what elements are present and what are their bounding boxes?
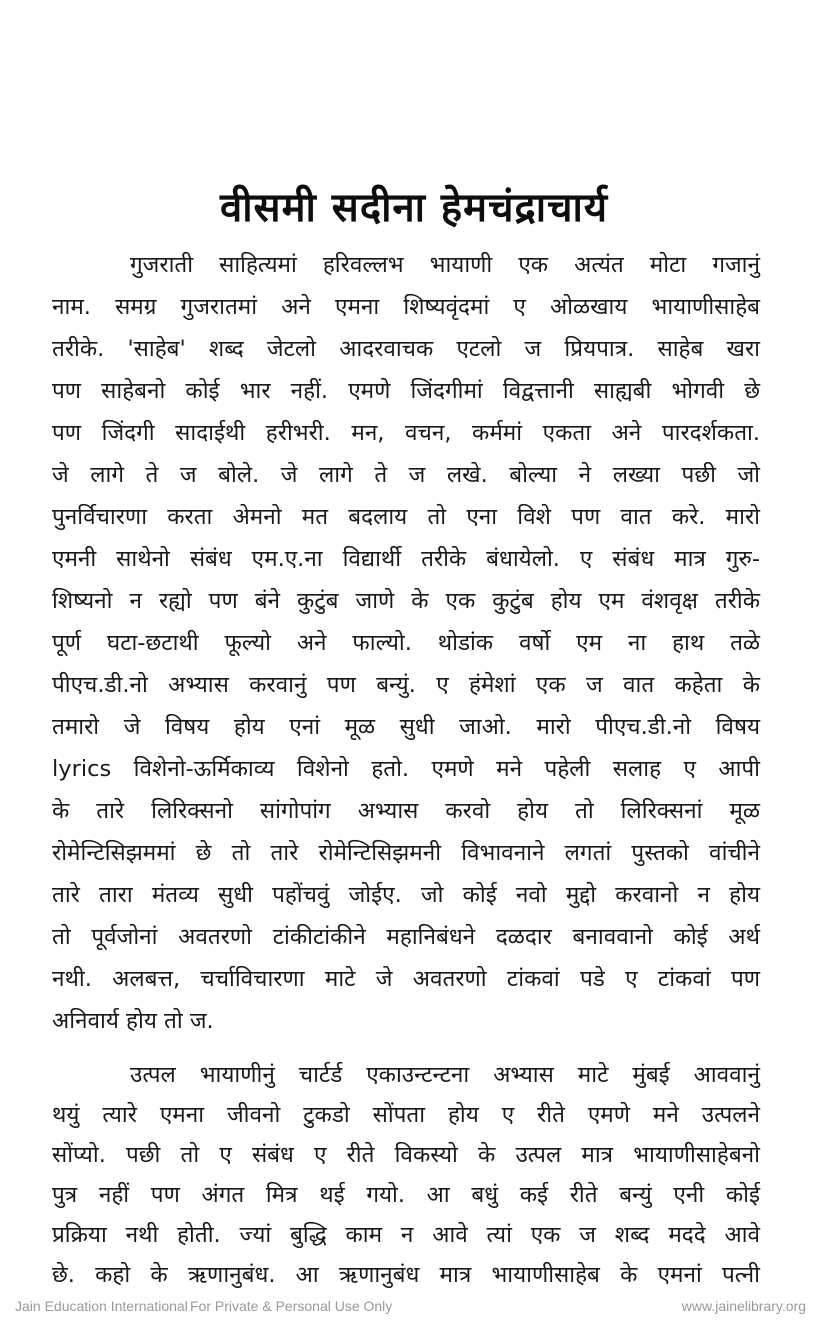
text-line: उत्पल भायाणीनुं चार्टर्ड एकाउन्टन्टना अभ्यास माटे मुंबई आववानुं bbox=[130, 1062, 760, 1088]
text-line: अनिवार्य होय तो ज. bbox=[52, 1008, 214, 1034]
text-line: पीएच.डी.नो अभ्यास करवानुं पण बन्युं. ए हंमेशां एक ज वात कहेता के bbox=[52, 672, 760, 698]
text-line: तरीके. 'साहेब' शब्द जेटलो आदरवाचक एटलो ज प्रियपात्र. साहेब खरा bbox=[52, 336, 760, 362]
text-line: गुजराती साहित्यमां हरिवल्लभ भायाणी एक अत्यंत मोटा गजानुं bbox=[130, 252, 760, 278]
text-line: रोमेन्टिसिझममां छे तो तारे रोमेन्टिसिझमनी विभावनाने लगतां पुस्तको वांचीने bbox=[52, 840, 760, 866]
footer-usage-notice: For Private & Personal Use Only bbox=[190, 1298, 393, 1314]
text-line: एमनी साथेनो संबंध एम.ए.ना विद्यार्थी तरीके बंधायेलो. ए संबंध मात्र गुरु- bbox=[52, 546, 760, 572]
text-line: सोंप्यो. पछी तो ए संबंध ए रीते विकस्यो के उत्पल मात्र भायाणीसाहेबनो bbox=[52, 1142, 760, 1168]
text-line: के तारे लिरिक्सनो सांगोपांग अभ्यास करवो होय तो लिरिक्सनां मूळ bbox=[52, 798, 760, 824]
text-line: तारे तारा मंतव्य सुधी पहोंचवुं जोईए. जो कोई नवो मुद्दो करवानो न होय bbox=[52, 882, 760, 908]
text-line: पुत्र नहीं पण अंगत मित्र थई गयो. आ बधुं कई रीते बन्युं एनी कोई bbox=[52, 1182, 760, 1208]
footer-publisher: Jain Education International bbox=[15, 1298, 188, 1314]
text-line: नाम. समग्र गुजरातमां अने एमना शिष्यवृंदमां ए ओळखाय भायाणीसाहेब bbox=[52, 294, 760, 320]
footer-website-link[interactable]: www.jainelibrary.org bbox=[681, 1298, 806, 1314]
text-line: पण जिंदगी सादाईथी हरीभरी. मन, वचन, कर्ममां एकता अने पारदर्शकता. bbox=[52, 420, 760, 446]
text-line: छे. कहो के ऋणानुबंध. आ ऋणानुबंध मात्र भायाणीसाहेब के एमनां पत्नी bbox=[52, 1262, 760, 1288]
text-line: जे लागे ते ज बोले. जे लागे ते ज लखे. बोल्या ने लख्या पछी जो bbox=[52, 462, 760, 488]
text-line: प्रक्रिया नथी होती. ज्यां बुद्धि काम न आवे त्यां एक ज शब्द मददे आवे bbox=[52, 1222, 760, 1248]
text-line: तो पूर्वजोनां अवतरणो टांकीटांकीने महानिबंधने दळदार बनाववानो कोई अर्थ bbox=[52, 924, 760, 950]
text-line: थयुं त्यारे एमना जीवनो टुकडो सोंपता होय ए रीते एमणे मने उत्पलने bbox=[52, 1102, 760, 1128]
text-line: पूर्ण घटा-छटाथी फूल्यो अने फाल्यो. थोडांक वर्षो एम ना हाथ तळे bbox=[52, 630, 760, 656]
text-line: तमारो जे विषय होय एनां मूळ सुधी जाओ. मारो पीएच.डी.नो विषय bbox=[52, 714, 760, 740]
text-line: lyrics विशेनो-ऊर्मिकाव्य विशेनो हतो. एमणे मने पहेली सलाह ए आपी bbox=[52, 756, 760, 782]
text-line: पुनर्विचारणा करता अेमनो मत बदलाय तो एना विशे पण वात करे. मारो bbox=[52, 504, 760, 530]
text-line: पण साहेबनो कोई भार नहीं. एमणे जिंदगीमां विद्वत्तानी साह्यबी भोगवी छे bbox=[52, 378, 760, 404]
text-line: नथी. अलबत्त, चर्चाविचारणा माटे जे अवतरणो टांकवां पडे ए टांकवां पण bbox=[52, 966, 760, 992]
page-title: वीसमी सदीना हेमचंद्राचार्य bbox=[219, 185, 609, 231]
text-line: शिष्यनो न रह्यो पण बंने कुटुंब जाणे के एक कुटुंब होय एम वंशवृक्ष तरीके bbox=[52, 588, 760, 614]
